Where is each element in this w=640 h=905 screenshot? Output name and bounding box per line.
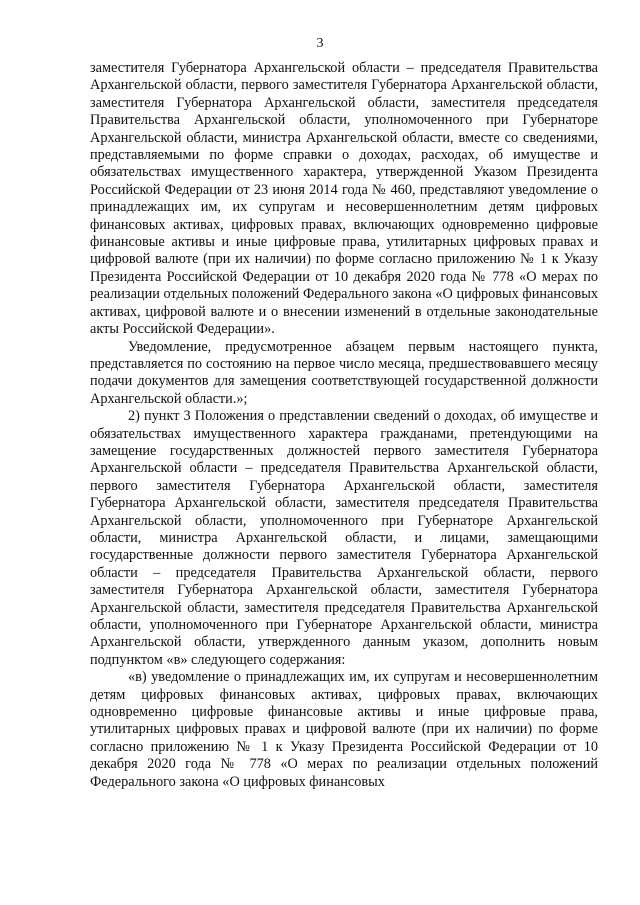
paragraph-subitem-v: «в) уведомление о принадлежащих им, их супругам и несовершеннолетним детям цифровых финансовых активах, цифровых правах, включающих одновременно цифровые финансовые активы и иные цифровые права, утилитарных цифровых правах и цифровой валюте (при их наличии) по форме согласно приложению № 1 к Указу Президента Российской Федерации от 10 декабря 2020 года № 778 «О мерах по реализации отдельных положений Федерального закона «О цифровых финансовых [90,669,598,790]
paragraph-item-2: 2) пункт 3 Положения о представлении сведений о доходах, об имуществе и обязательствах имущественного характера гражданами, претендующими на замещение государственных должностей первого заместителя Губернатора Архангельской области – председателя Правительства Архангельской области, первого заместителя Губернатора Архангельской области, заместителя Губернатора Архангельской области, заместителя председателя Правительства Архангельской области, уполномоченного при Губернаторе Архангельской области, министра Архангельской области, и лицами, замещающими государственные должности первого заместителя Губернатора Архангельской области – председателя Правительства Архангельской области, первого заместителя Губернатора Архангельской области, заместителя Губернатора Архангельской области, заместителя председателя Правительства Архангельской области, уполномоченного при Губернаторе Архангельской области, министра Архангельской области, утвержденного данным указом, дополнить новым подпунктом «в» следующего содержания: [90,408,598,668]
paragraph-continuation: заместителя Губернатора Архангельской области – председателя Правительства Архангельской области, первого заместителя Губернатора Архангельской области, заместителя Губернатора Архангельской области, заместителя председателя Правительства Архангельской области, уполномоченного при Губернаторе Архангельской области, министра Архангельской области, вместе со сведениями, представляемыми по форме справки о доходах, расходах, об имуществе и обязательствах имущественного характера, утвержденной Указом Президента Российской Федерации от 23 июня 2014 года № 460, представляют уведомление о принадлежащих им, их супругам и несовершеннолетним детям цифровых финансовых активах, цифровых правах, включающих одновременно цифровые финансовые активы и иные цифровые права, утилитарных цифровых правах и цифровой валюте (при их наличии) по форме согласно приложению № 1 к Указу Президента Российской Федерации от 10 декабря 2020 года № 778 «О мерах по реализации отдельных положений Федерального закона «О цифровых финансовых активах, цифровой валюте и о внесении изменений в отдельные законодательные акты Российской Федерации». [90,60,598,338]
page-number: 3 [316,36,324,51]
paragraph-notification-date: Уведомление, предусмотренное абзацем первым настоящего пункта, представляется по состоянию на первое число месяца, предшествовавшего месяцу подачи документов для замещения соответствующей государственной должности Архангельской области.»; [90,338,598,407]
document-body [90,60,598,791]
